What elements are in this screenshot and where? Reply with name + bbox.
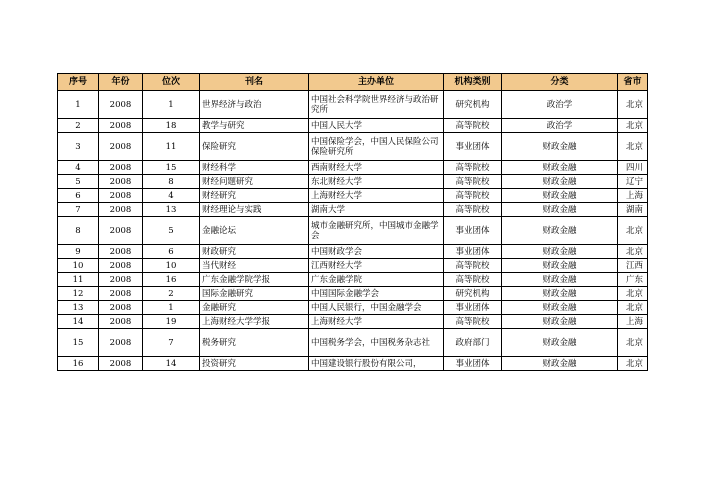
cell-rank: 13	[143, 203, 200, 217]
cell-sponsor: 城市金融研究所，中国城市金融学会	[309, 217, 444, 245]
table-row	[58, 119, 648, 133]
header-category: 分类	[502, 74, 618, 91]
table-row	[58, 245, 648, 259]
cell-province: 辽宁	[618, 175, 648, 189]
cell-province: 湖南	[618, 203, 648, 217]
cell-sponsor: 中国国际金融学会	[309, 287, 444, 301]
cell-category: 财政金融	[502, 315, 618, 329]
table-row	[58, 91, 648, 119]
cell-journal: 财经科学	[200, 161, 309, 175]
header-institution-type: 机构类别	[444, 74, 502, 91]
cell-province: 北京	[618, 217, 648, 245]
table-row	[58, 189, 648, 203]
cell-institution-type: 高等院校	[444, 203, 502, 217]
cell-year: 2008	[99, 287, 143, 301]
cell-rank: 4	[143, 189, 200, 203]
cell-category: 政治学	[502, 91, 618, 119]
cell-no: 1	[58, 91, 99, 119]
cell-institution-type: 高等院校	[444, 175, 502, 189]
cell-province: 上海	[618, 189, 648, 203]
cell-category: 财政金融	[502, 217, 618, 245]
cell-province: 北京	[618, 119, 648, 133]
cell-province: 北京	[618, 329, 648, 357]
cell-institution-type: 高等院校	[444, 189, 502, 203]
table-row	[58, 203, 648, 217]
cell-category: 财政金融	[502, 133, 618, 161]
cell-province: 北京	[618, 301, 648, 315]
cell-province: 北京	[618, 245, 648, 259]
cell-journal: 投资研究	[200, 357, 309, 371]
cell-year: 2008	[99, 315, 143, 329]
cell-province: 上海	[618, 315, 648, 329]
cell-sponsor: 西南财经大学	[309, 161, 444, 175]
cell-journal: 税务研究	[200, 329, 309, 357]
cell-sponsor: 中国建设银行股份有限公司，	[309, 357, 444, 371]
cell-institution-type: 高等院校	[444, 161, 502, 175]
cell-year: 2008	[99, 119, 143, 133]
cell-journal: 国际金融研究	[200, 287, 309, 301]
cell-year: 2008	[99, 301, 143, 315]
cell-rank: 8	[143, 175, 200, 189]
cell-category: 财政金融	[502, 301, 618, 315]
cell-rank: 7	[143, 329, 200, 357]
table-row	[58, 273, 648, 287]
cell-category: 财政金融	[502, 161, 618, 175]
table-row	[58, 133, 648, 161]
cell-year: 2008	[99, 273, 143, 287]
cell-no: 7	[58, 203, 99, 217]
cell-no: 14	[58, 315, 99, 329]
cell-no: 4	[58, 161, 99, 175]
cell-rank: 11	[143, 133, 200, 161]
cell-rank: 2	[143, 287, 200, 301]
cell-journal: 金融研究	[200, 301, 309, 315]
cell-category: 财政金融	[502, 287, 618, 301]
cell-sponsor: 湖南大学	[309, 203, 444, 217]
cell-no: 11	[58, 273, 99, 287]
cell-institution-type: 事业团体	[444, 133, 502, 161]
cell-institution-type: 高等院校	[444, 315, 502, 329]
cell-province: 北京	[618, 91, 648, 119]
cell-rank: 1	[143, 91, 200, 119]
cell-journal: 财经研究	[200, 189, 309, 203]
cell-year: 2008	[99, 245, 143, 259]
header-rank: 位次	[143, 74, 200, 91]
cell-no: 2	[58, 119, 99, 133]
cell-province: 北京	[618, 133, 648, 161]
cell-rank: 15	[143, 161, 200, 175]
cell-year: 2008	[99, 357, 143, 371]
cell-province: 四川	[618, 161, 648, 175]
cell-sponsor: 中国人民银行，中国金融学会	[309, 301, 444, 315]
cell-institution-type: 事业团体	[444, 217, 502, 245]
table-row	[58, 301, 648, 315]
cell-institution-type: 事业团体	[444, 357, 502, 371]
cell-no: 12	[58, 287, 99, 301]
table-row	[58, 287, 648, 301]
cell-rank: 10	[143, 259, 200, 273]
cell-journal: 金融论坛	[200, 217, 309, 245]
cell-rank: 18	[143, 119, 200, 133]
cell-no: 16	[58, 357, 99, 371]
table-row	[58, 217, 648, 245]
cell-no: 8	[58, 217, 99, 245]
cell-institution-type: 研究机构	[444, 91, 502, 119]
cell-province: 北京	[618, 357, 648, 371]
table-row	[58, 315, 648, 329]
table-row	[58, 357, 648, 371]
cell-institution-type: 高等院校	[444, 273, 502, 287]
cell-no: 13	[58, 301, 99, 315]
cell-institution-type: 政府部门	[444, 329, 502, 357]
header-no: 序号	[58, 74, 99, 91]
table-row	[58, 329, 648, 357]
cell-institution-type: 高等院校	[444, 259, 502, 273]
cell-sponsor: 中国人民大学	[309, 119, 444, 133]
cell-rank: 14	[143, 357, 200, 371]
cell-no: 9	[58, 245, 99, 259]
cell-category: 财政金融	[502, 175, 618, 189]
cell-category: 财政金融	[502, 245, 618, 259]
cell-no: 15	[58, 329, 99, 357]
cell-year: 2008	[99, 175, 143, 189]
cell-year: 2008	[99, 91, 143, 119]
cell-province: 广东	[618, 273, 648, 287]
cell-no: 10	[58, 259, 99, 273]
cell-province: 北京	[618, 287, 648, 301]
cell-year: 2008	[99, 203, 143, 217]
cell-sponsor: 江西财经大学	[309, 259, 444, 273]
cell-journal: 世界经济与政治	[200, 91, 309, 119]
cell-rank: 5	[143, 217, 200, 245]
cell-sponsor: 东北财经大学	[309, 175, 444, 189]
cell-year: 2008	[99, 133, 143, 161]
cell-no: 5	[58, 175, 99, 189]
cell-category: 财政金融	[502, 189, 618, 203]
cell-sponsor: 广东金融学院	[309, 273, 444, 287]
cell-institution-type: 事业团体	[444, 301, 502, 315]
cell-category: 财政金融	[502, 259, 618, 273]
cell-institution-type: 高等院校	[444, 119, 502, 133]
cell-category: 政治学	[502, 119, 618, 133]
cell-province: 江西	[618, 259, 648, 273]
table-row	[58, 259, 648, 273]
cell-sponsor: 上海财经大学	[309, 189, 444, 203]
cell-sponsor: 中国保险学会，中国人民保险公司保险研究所	[309, 133, 444, 161]
cell-journal: 当代财经	[200, 259, 309, 273]
cell-year: 2008	[99, 161, 143, 175]
cell-journal: 财政研究	[200, 245, 309, 259]
header-journal: 刊名	[200, 74, 309, 91]
cell-rank: 16	[143, 273, 200, 287]
cell-rank: 19	[143, 315, 200, 329]
cell-sponsor: 中国税务学会，中国税务杂志社	[309, 329, 444, 357]
cell-category: 财政金融	[502, 203, 618, 217]
cell-journal: 上海财经大学学报	[200, 315, 309, 329]
cell-journal: 财经问题研究	[200, 175, 309, 189]
cell-year: 2008	[99, 329, 143, 357]
table-row	[58, 161, 648, 175]
cell-category: 财政金融	[502, 329, 618, 357]
cell-no: 6	[58, 189, 99, 203]
header-row	[58, 74, 648, 91]
cell-rank: 1	[143, 301, 200, 315]
cell-year: 2008	[99, 217, 143, 245]
cell-journal: 保险研究	[200, 133, 309, 161]
cell-category: 财政金融	[502, 273, 618, 287]
cell-year: 2008	[99, 259, 143, 273]
header-sponsor: 主办单位	[309, 74, 444, 91]
cell-journal: 财经理论与实践	[200, 203, 309, 217]
header-year: 年份	[99, 74, 143, 91]
journal-ranking-table	[57, 73, 648, 371]
cell-sponsor: 中国社会科学院世界经济与政治研究所	[309, 91, 444, 119]
cell-sponsor: 上海财经大学	[309, 315, 444, 329]
cell-institution-type: 事业团体	[444, 245, 502, 259]
cell-journal: 广东金融学院学报	[200, 273, 309, 287]
header-province: 省市	[618, 74, 648, 91]
cell-journal: 教学与研究	[200, 119, 309, 133]
cell-year: 2008	[99, 189, 143, 203]
cell-rank: 6	[143, 245, 200, 259]
journal-ranking-sheet	[57, 73, 648, 371]
table-row	[58, 175, 648, 189]
cell-category: 财政金融	[502, 357, 618, 371]
cell-institution-type: 研究机构	[444, 287, 502, 301]
cell-no: 3	[58, 133, 99, 161]
cell-sponsor: 中国财政学会	[309, 245, 444, 259]
